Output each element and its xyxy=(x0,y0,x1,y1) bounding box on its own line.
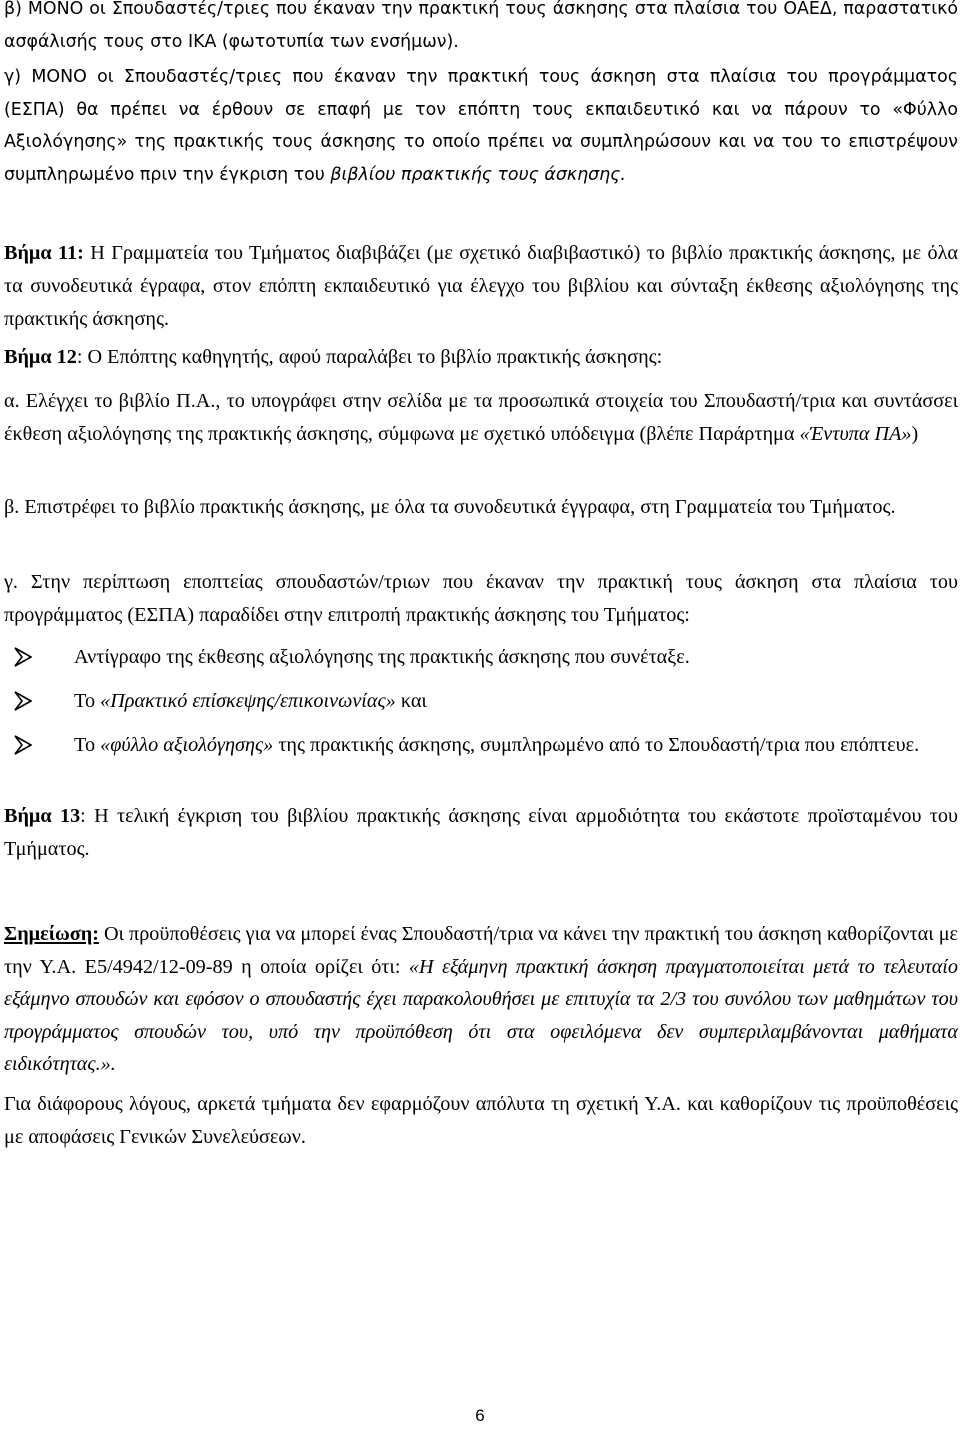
step-12-label: Βήμα 12 xyxy=(4,346,77,368)
item-a-end: ) xyxy=(911,423,919,445)
step-13-text: : Η τελική έγκριση του βιβλίου πρακτικής άσκησης είναι αρμοδιότητα του εκάστοτε προϊσταμένου του Τμήματος. xyxy=(4,805,958,860)
paragraph-step-11 xyxy=(4,237,958,336)
note-label: Σημείωση: xyxy=(4,923,99,945)
item-a-text: α. Ελέγχει το βιβλίο Π.Α., το υπογράφει στην σελίδα με τα προσωπικά στοιχεία του Σπουδαστή/τρια και συντάσσει έκθεση αξιολόγησης της πρακτικής άσκησης, σύμφωνα με σχετικό υπόδειγμα (βλέπε Παράρτημα xyxy=(4,390,958,445)
bullet-item xyxy=(4,641,958,674)
paragraph-intro-c xyxy=(4,61,958,191)
intro-c-text: γ) ΜΟΝΟ οι Σπουδαστές/τριες που έκαναν την πρακτική τους άσκηση στα πλαίσια του προγράμματος (ΕΣΠΑ) θα πρέπει να έρθουν σε επαφή με τον επόπτη τους εκπαιδευτικό και να πάρουν το «Φύλλο Αξιολόγησης» της πρακτικής τους άσκησης το οποίο πρέπει να συμπληρώσουν και να του το επιστρέψουν συμπληρωμένο πριν την έγκριση του xyxy=(4,67,958,185)
paragraph-closing xyxy=(4,1088,958,1154)
step-13-label: Βήμα 13 xyxy=(4,805,81,827)
step-12-bullet-list xyxy=(4,641,958,762)
arrowhead-bullet-icon xyxy=(14,691,32,711)
arrowhead-bullet-icon xyxy=(14,735,32,755)
bullet-2-pre: Το xyxy=(74,690,101,712)
bullet-item xyxy=(4,729,958,762)
step-11-text: Η Γραμματεία του Τμήματος διαβιβάζει (με σχετικό διαβιβαστικό) το βιβλίο πρακτικής άσκησης, με όλα τα συνοδευτικά έγραφα, στον επόπτη εκπαιδευτικό για έλεγχο του βιβλίου και σύνταξη έκθεσης αξιολόγησης της πρακτικής άσκησης. xyxy=(4,242,959,330)
page-number: 6 xyxy=(475,1406,485,1425)
note-text: Οι προϋποθέσεις για να μπορεί ένας Σπουδαστή/τρια να κάνει την πρακτική του άσκηση καθορίζονται με την Υ.Α. Ε5/4942/12-09-89 η οποία ορίζει ότι: xyxy=(4,923,958,978)
bullet-3-italic: «φύλλο αξιολόγησης» xyxy=(100,734,274,756)
paragraph-step-13 xyxy=(4,800,958,866)
closing-text: Για διάφορους λόγους, αρκετά τμήματα δεν εφαρμόζουν απόλυτα τη σχετική Υ.Α. και καθορίζουν τις προϋποθέσεις με αποφάσεις Γενικών Συνελεύσεων. xyxy=(4,1093,958,1148)
item-b-text: β. Επιστρέφει το βιβλίο πρακτικής άσκησης, με όλα τα συνοδευτικά έγγραφα, στη Γραμματεία του Τμήματος. xyxy=(4,496,896,518)
bullet-item xyxy=(4,685,958,718)
bullet-2-italic: «Πρακτικό επίσκεψης/επικοινωνίας» xyxy=(100,690,396,712)
step-11-label: Βήμα 11: xyxy=(4,242,84,264)
step-12-item-b xyxy=(4,491,958,524)
step-12-text: : Ο Επόπτης καθηγητής, αφού παραλάβει το βιβλίο πρακτικής άσκησης: xyxy=(76,346,663,368)
arrowhead-bullet-icon xyxy=(14,647,32,667)
paragraph-note xyxy=(4,918,958,1081)
bullet-1-text: Αντίγραφο της έκθεσης αξιολόγησης της πρακτικής άσκησης που συνέταξε. xyxy=(74,646,690,668)
step-12-item-c xyxy=(4,566,958,632)
bullet-2-post: και xyxy=(395,690,427,712)
bullet-3-pre: Το xyxy=(74,734,101,756)
intro-c-italic: βιβλίου πρακτικής τους άσκησης. xyxy=(330,164,626,185)
item-a-italic: «Έντυπα ΠΑ» xyxy=(799,423,912,445)
bullet-3-post: της πρακτικής άσκησης, συμπληρωμένο από το Σπουδαστή/τρια που επόπτευε. xyxy=(273,734,920,756)
note-italic-quote: «Η εξάμηνη πρακτική άσκηση πραγματοποιείται μετά το τελευταίο εξάμηνο σπουδών και εφόσον ο σπουδαστής έχει παρακολουθήσει με επιτυχία τα 2/3 του συνόλου των μαθημάτων του προγράμματος σπουδών του, υπό την προϋπόθεση ότι στα οφειλόμενα δεν συμπεριλαμβάνονται μαθήματα ειδικότητας.». xyxy=(4,955,958,1075)
paragraph-intro-b xyxy=(4,0,958,58)
paragraph-step-12 xyxy=(4,341,958,374)
item-c-text: γ. Στην περίπτωση εποπτείας σπουδαστών/τριων που έκαναν την πρακτική τους άσκηση στα πλαίσια του προγράμματος (ΕΣΠΑ) παραδίδει στην επιτροπή πρακτικής άσκησης του Τμήματος: xyxy=(4,571,958,626)
intro-b-text: β) ΜΟΝΟ οι Σπουδαστές/τριες που έκαναν την πρακτική τους άσκησης στα πλαίσια του ΟΑΕΔ, παραστατικό ασφάλισής τους στο ΙΚΑ (φωτοτυπία των ενσήμων). xyxy=(4,0,958,52)
step-12-item-a xyxy=(4,385,958,451)
